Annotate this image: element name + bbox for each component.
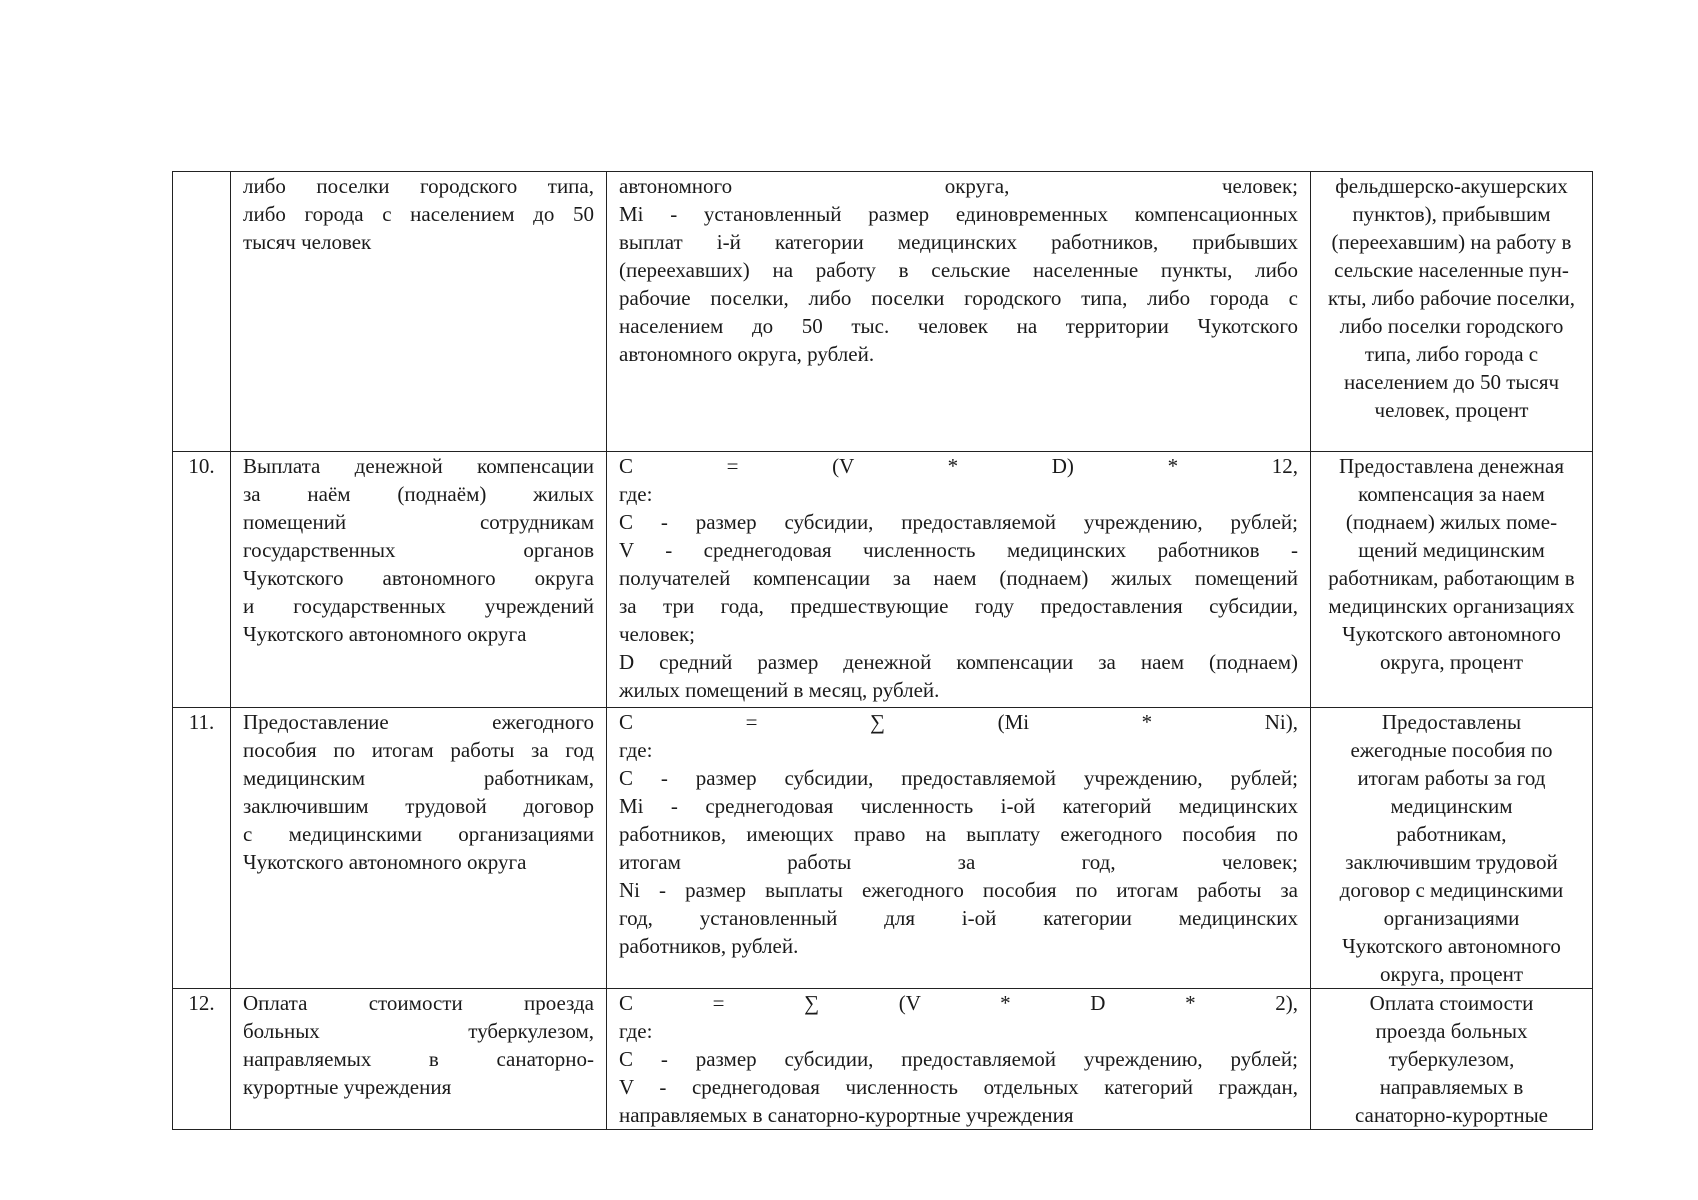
formula-text-line: направляемых в санаторно-курортные учреждения bbox=[619, 1103, 1074, 1127]
result-text-line: работникам, bbox=[1396, 822, 1507, 846]
result-indicator-cell bbox=[1311, 708, 1593, 989]
formula-text-line: Mi - установленный размер единовременных компенсационных bbox=[619, 202, 1298, 226]
result-text-line: туберкулезом, bbox=[1388, 1047, 1515, 1071]
result-text-line: проезда больных bbox=[1375, 1019, 1528, 1043]
formula-text-line: (переехавших) на работу в сельские населенные пункты, либо bbox=[619, 258, 1298, 282]
result-text-line: организациями bbox=[1383, 906, 1520, 930]
name-text-line: Оплата стоимости проезда bbox=[243, 991, 594, 1015]
formula-text-line: за три года, предшествующие году предоставления субсидии, bbox=[619, 594, 1298, 618]
formula-text-line: C = (V * D) * 12, bbox=[619, 454, 1298, 478]
name-text-line: заключившим трудовой договор bbox=[243, 794, 594, 818]
result-text-line: направляемых в bbox=[1379, 1075, 1524, 1099]
result-text-line: работникам, работающим в bbox=[1328, 566, 1575, 590]
formula-text-line: выплат i-й категории медицинских работников, прибывших bbox=[619, 230, 1298, 254]
formula-text-line: жилых помещений в месяц, рублей. bbox=[619, 678, 940, 702]
name-text-line: государственных органов bbox=[243, 538, 594, 562]
result-text-line: округа, процент bbox=[1379, 650, 1524, 674]
name-text-line: и государственных учреждений bbox=[243, 594, 594, 618]
formula-text-line: C - размер субсидии, предоставляемой учреждению, рублей; bbox=[619, 1047, 1298, 1071]
result-text-line: пунктов), прибывшим bbox=[1352, 202, 1551, 226]
result-text-line: населением до 50 тысяч bbox=[1343, 370, 1560, 394]
result-text-line: сельские населенные пун- bbox=[1334, 258, 1569, 282]
result-text-line: Оплата стоимости bbox=[1369, 991, 1534, 1015]
formula-text-line: V - среднегодовая численность отдельных категорий граждан, bbox=[619, 1075, 1298, 1099]
result-text-line: медицинских организациях bbox=[1328, 594, 1575, 618]
result-text-line: фельдшерско-акушерских bbox=[1335, 174, 1568, 198]
measure-name-cell bbox=[231, 452, 607, 708]
formula-text-line: год, установленный для i-ой категории медицинских bbox=[619, 906, 1298, 930]
table-row bbox=[173, 452, 1593, 708]
result-text-line: Предоставлены bbox=[1381, 710, 1522, 734]
name-text-line: Выплата денежной компенсации bbox=[243, 454, 594, 478]
formula-text-line: Mi - среднегодовая численность i-ой категорий медицинских bbox=[619, 794, 1298, 818]
result-text-line: договор с медицинскими bbox=[1339, 878, 1564, 902]
result-text-line: Предоставлена денежная bbox=[1338, 454, 1565, 478]
formula-text-line: итогам работы за год, человек; bbox=[619, 850, 1298, 874]
result-indicator-cell bbox=[1311, 989, 1593, 1130]
formula-cell bbox=[607, 708, 1311, 989]
formula-cell bbox=[607, 989, 1311, 1130]
result-text-line: заключившим трудовой bbox=[1345, 850, 1558, 874]
formula-text-line: работников, имеющих право на выплату ежегодного пособия по bbox=[619, 822, 1298, 846]
formula-text-line: C - размер субсидии, предоставляемой учреждению, рублей; bbox=[619, 510, 1298, 534]
formula-text-line: автономного округа, рублей. bbox=[619, 342, 875, 366]
name-text-line: либо города с населением до 50 bbox=[243, 202, 594, 226]
name-text-line: Чукотского автономного округа bbox=[243, 566, 594, 590]
name-text-line: помещений сотрудникам bbox=[243, 510, 594, 534]
result-indicator-cell bbox=[1311, 452, 1593, 708]
table-row bbox=[173, 172, 1593, 452]
name-text-line: либо поселки городского типа, bbox=[243, 174, 594, 198]
formula-cell bbox=[607, 452, 1311, 708]
name-text-line: Предоставление ежегодного bbox=[243, 710, 594, 734]
formula-text-line: где: bbox=[619, 1019, 653, 1043]
name-text-line: больных туберкулезом, bbox=[243, 1019, 594, 1043]
formula-text-line: работников, рублей. bbox=[619, 934, 799, 958]
name-text-line: направляемых в санаторно- bbox=[243, 1047, 594, 1071]
result-text-line: щений медицинским bbox=[1358, 538, 1545, 562]
table-row bbox=[173, 708, 1593, 989]
measure-name-cell bbox=[231, 172, 607, 452]
formula-text-line: V - среднегодовая численность медицинских работников - bbox=[619, 538, 1298, 562]
result-text-line: человек, процент bbox=[1374, 398, 1529, 422]
formula-text-line: получателей компенсации за наем (поднаем) жилых помещений bbox=[619, 566, 1298, 590]
name-text-line: за наём (поднаём) жилых bbox=[243, 482, 594, 506]
formula-text-line: человек; bbox=[619, 622, 696, 646]
result-text-line: (поднаем) жилых поме- bbox=[1345, 510, 1558, 534]
result-text-line: либо поселки городского bbox=[1339, 314, 1564, 338]
name-text-line: Чукотского автономного округа bbox=[243, 850, 527, 874]
row-number bbox=[173, 172, 231, 452]
result-indicator-cell bbox=[1311, 172, 1593, 452]
result-text-line: Чукотского автономного bbox=[1342, 934, 1561, 958]
formula-text-line: где: bbox=[619, 482, 653, 506]
result-text-line: санаторно-курортные bbox=[1354, 1103, 1549, 1127]
measure-name-cell bbox=[231, 708, 607, 989]
subsidy-calculation-table bbox=[172, 171, 1593, 1130]
row-number: 10. bbox=[173, 452, 231, 708]
table-body bbox=[173, 172, 1593, 1130]
result-text-line: (переехавшим) на работу в bbox=[1331, 230, 1572, 254]
name-text-line: с медицинскими организациями bbox=[243, 822, 594, 846]
result-text-line: медицинским bbox=[1390, 794, 1513, 818]
formula-text-line: Ni - размер выплаты ежегодного пособия по итогам работы за bbox=[619, 878, 1298, 902]
formula-text-line: D средний размер денежной компенсации за наем (поднаем) bbox=[619, 650, 1298, 674]
formula-text-line: C - размер субсидии, предоставляемой учреждению, рублей; bbox=[619, 766, 1298, 790]
name-text-line: Чукотского автономного округа bbox=[243, 622, 527, 646]
row-number: 11. bbox=[173, 708, 231, 989]
result-text-line: типа, либо города с bbox=[1364, 342, 1539, 366]
result-text-line: итогам работы за год bbox=[1357, 766, 1546, 790]
name-text-line: медицинским работникам, bbox=[243, 766, 594, 790]
formula-cell bbox=[607, 172, 1311, 452]
formula-text-line: автономного округа, человек; bbox=[619, 174, 1298, 198]
formula-text-line: где: bbox=[619, 738, 653, 762]
formula-text-line: рабочие поселки, либо поселки городского типа, либо города с bbox=[619, 286, 1298, 310]
name-text-line: пособия по итогам работы за год bbox=[243, 738, 594, 762]
name-text-line: тысяч человек bbox=[243, 230, 372, 254]
measure-name-cell bbox=[231, 989, 607, 1130]
formula-text-line: C = ∑ (Mi * Ni), bbox=[619, 710, 1298, 734]
result-text-line: Чукотского автономного bbox=[1342, 622, 1561, 646]
result-text-line: округа, процент bbox=[1379, 962, 1524, 986]
result-text-line: ежегодные пособия по bbox=[1350, 738, 1553, 762]
formula-text-line: населением до 50 тыс. человек на территории Чукотского bbox=[619, 314, 1298, 338]
name-text-line: курортные учреждения bbox=[243, 1075, 452, 1099]
table-row bbox=[173, 989, 1593, 1130]
row-number: 12. bbox=[173, 989, 231, 1130]
formula-text-line: C = ∑ (V * D * 2), bbox=[619, 991, 1298, 1015]
result-text-line: компенсация за наем bbox=[1358, 482, 1545, 506]
result-text-line: кты, либо рабочие поселки, bbox=[1327, 286, 1576, 310]
